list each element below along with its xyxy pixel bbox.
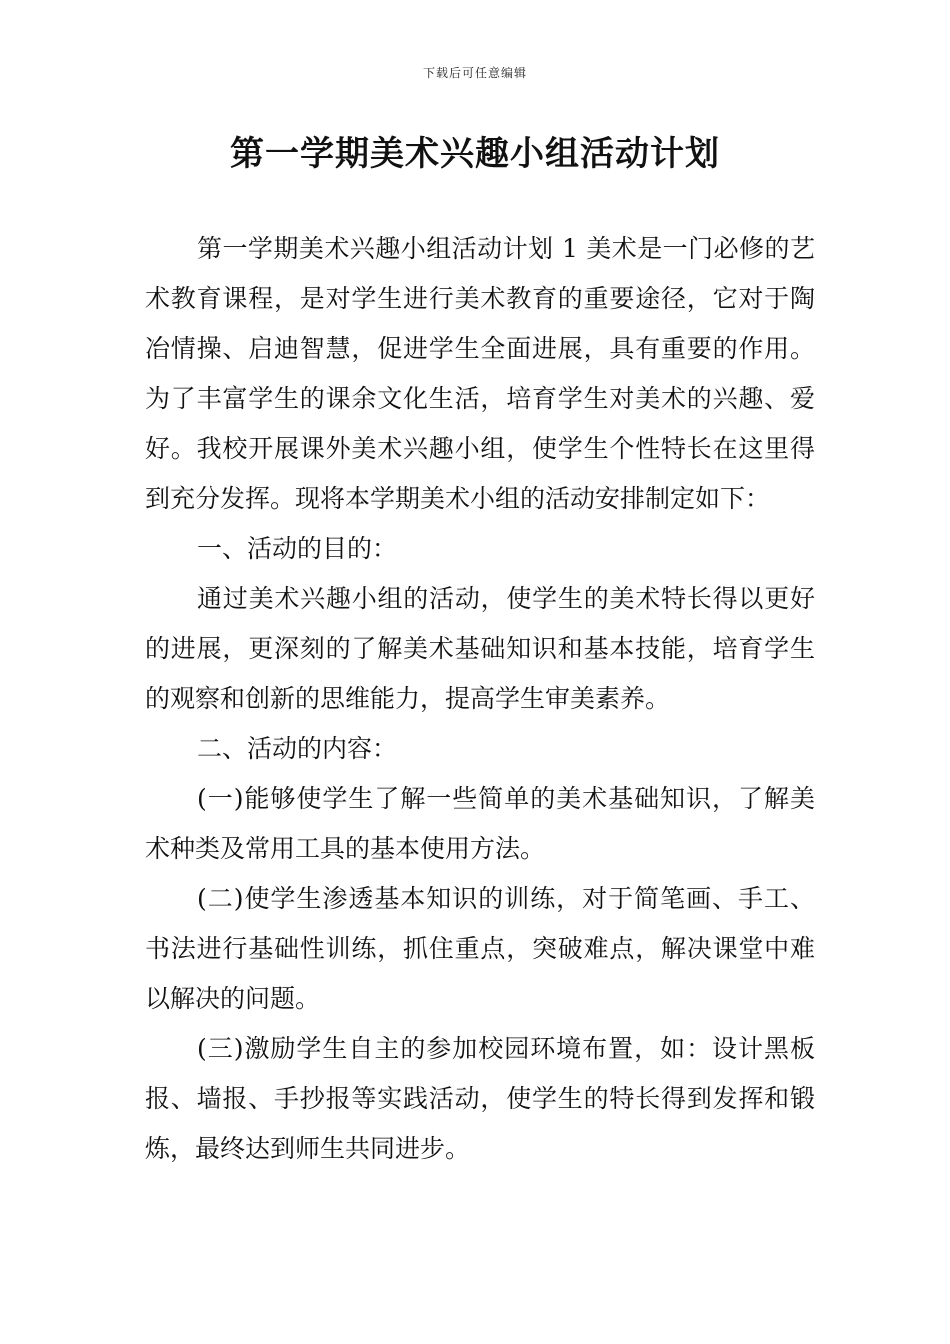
document-title: 第一学期美术兴趣小组活动计划 xyxy=(230,134,720,174)
document-body xyxy=(145,224,815,1174)
header-note: 下载后可任意编辑 xyxy=(422,66,527,80)
section-heading-content: 二、活动的内容： xyxy=(197,734,398,763)
content-item-2: (二)使学生渗透基本知识的训练，对于简笔画、手工、书法进行基础性训练，抓住重点，突破难点，解决课堂中难以解决的问题。 xyxy=(145,884,815,1013)
section-heading-purpose: 一、活动的目的： xyxy=(197,534,398,563)
purpose-paragraph: 通过美术兴趣小组的活动，使学生的美术特长得以更好的进展，更深刻的了解美术基础知识和基本技能，培育学生的观察和创新的思维能力，提高学生审美素养。 xyxy=(145,584,815,713)
content-item-3: (三)激励学生自主的参加校园环境布置，如：设计黑板报、墙报、手抄报等实践活动，使学生的特长得到发挥和锻炼，最终达到师生共同进步。 xyxy=(145,1034,815,1163)
content-item-1: (一)能够使学生了解一些简单的美术基础知识，了解美术种类及常用工具的基本使用方法。 xyxy=(145,784,815,863)
intro-paragraph: 第一学期美术兴趣小组活动计划 1 美术是一门必修的艺术教育课程，是对学生进行美术教育的重要途径，它对于陶冶情操、启迪智慧，促进学生全面进展，具有重要的作用。为了丰富学生的课余文化生活，培育学生对美术的兴趣、爱好。我校开展课外美术兴趣小组，使学生个性特长在这里得到充分发挥。现将本学期美术小组的活动安排制定如下： xyxy=(145,234,815,513)
